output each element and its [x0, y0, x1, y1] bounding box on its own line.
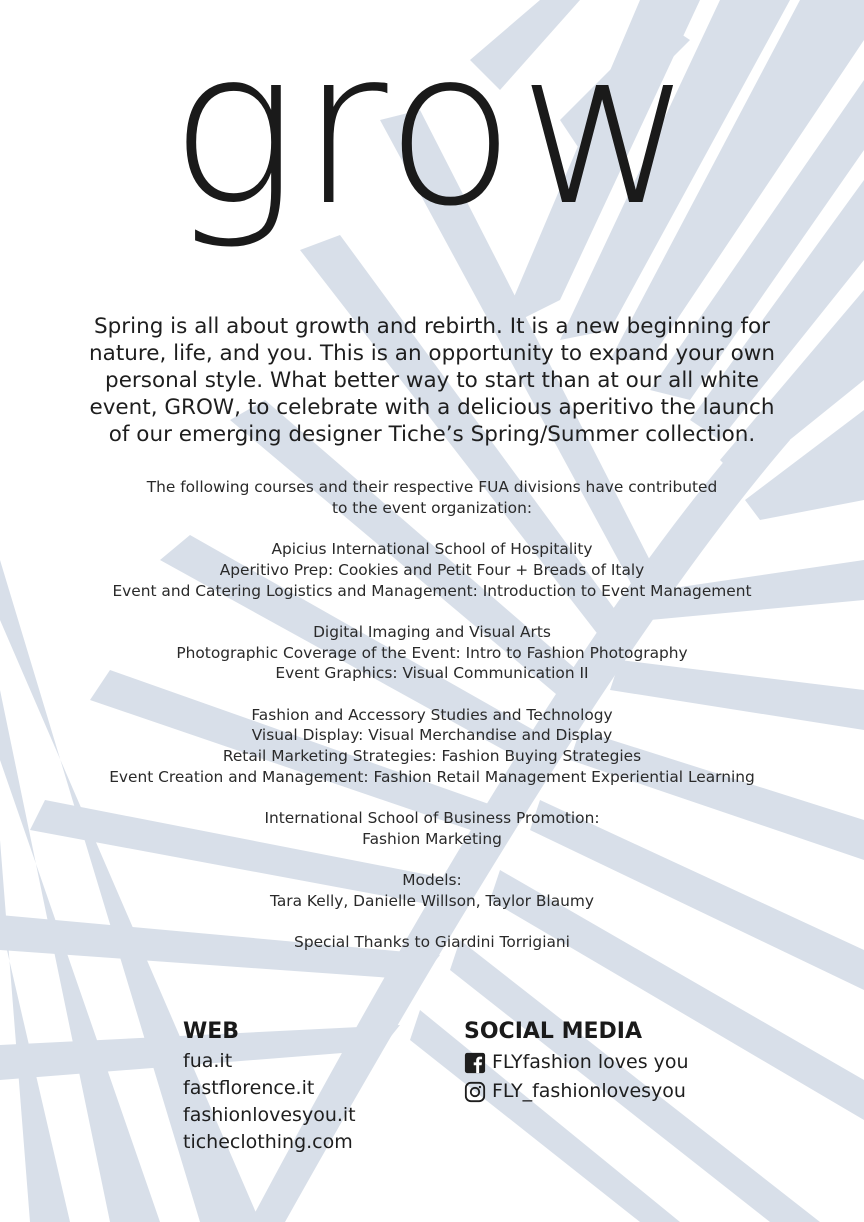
web-link-fua[interactable]: fua.it	[183, 1050, 233, 1072]
credits-line: Models:	[402, 871, 462, 890]
credits-line: Aperitivo Prep: Cookies and Petit Four + Breads of Italy	[219, 560, 645, 579]
instagram-link[interactable]	[464, 1077, 689, 1106]
credits-models	[50, 870, 814, 911]
intro-line: Spring is all about growth and rebirth. It is a new beginning for	[93, 314, 771, 339]
credits-thanks	[50, 932, 814, 953]
intro-line: nature, life, and you. This is an opportunity to expand your own	[89, 341, 775, 366]
social-media-heading: SOCIAL MEDIA	[464, 1019, 642, 1044]
credits-line: Visual Display: Visual Merchandise and Display	[251, 726, 613, 745]
credits-line: Tara Kelly, Danielle Willson, Taylor Blaumy	[270, 891, 594, 910]
intro-line: personal style. What better way to start than at our all white	[105, 368, 759, 393]
credits-line: Fashion and Accessory Studies and Technology	[251, 705, 613, 724]
facebook-link[interactable]	[464, 1048, 689, 1077]
intro-line: event, GROW, to celebrate with a delicious aperitivo the launch	[89, 395, 775, 420]
web-section	[183, 1018, 356, 1156]
intro-line: of our emerging designer Tiche’s Spring/Summer collection.	[108, 422, 756, 447]
instagram-label: FLY_fashionlovesyou	[492, 1080, 686, 1102]
credits-preface	[50, 477, 814, 518]
credits-line: Event Creation and Management: Fashion Retail Management Experiential Learning	[109, 767, 755, 786]
credits-line: Event and Catering Logistics and Management: Introduction to Event Management	[112, 581, 752, 600]
social-media-section	[464, 1018, 689, 1106]
instagram-icon	[464, 1081, 486, 1103]
facebook-label: FLYfashion loves you	[492, 1051, 689, 1073]
intro-paragraph	[70, 313, 794, 448]
credits-line: Event Graphics: Visual Communication II	[275, 664, 589, 683]
facebook-icon	[464, 1052, 486, 1074]
credits-line: to the event organization:	[331, 498, 533, 517]
credits-isbp	[50, 808, 814, 849]
credits-diva	[50, 622, 814, 684]
credits-line: The following courses and their respective FUA divisions have contributed	[146, 478, 718, 496]
web-link-fashionlovesyou[interactable]: fashionlovesyou.it	[183, 1104, 356, 1126]
credits-line: Special Thanks to Giardini Torrigiani	[294, 933, 570, 952]
credits-apicius	[50, 539, 814, 601]
credits-line: Digital Imaging and Visual Arts	[313, 622, 551, 641]
credits-line: Apicius International School of Hospitality	[271, 540, 593, 559]
credits-line: Fashion Marketing	[362, 829, 502, 848]
page-title: grow	[169, 4, 695, 253]
web-link-fastflorence[interactable]: fastflorence.it	[183, 1077, 315, 1099]
credits-line: Photographic Coverage of the Event: Intro to Fashion Photography	[176, 643, 688, 662]
credits-fast	[50, 705, 814, 788]
web-heading: WEB	[183, 1019, 240, 1044]
web-link-ticheclothing[interactable]: ticheclothing.com	[183, 1131, 353, 1153]
credits-line: Retail Marketing Strategies: Fashion Buying Strategies	[222, 747, 642, 766]
credits-line: International School of Business Promotion:	[264, 809, 600, 828]
credits-section	[50, 477, 814, 953]
